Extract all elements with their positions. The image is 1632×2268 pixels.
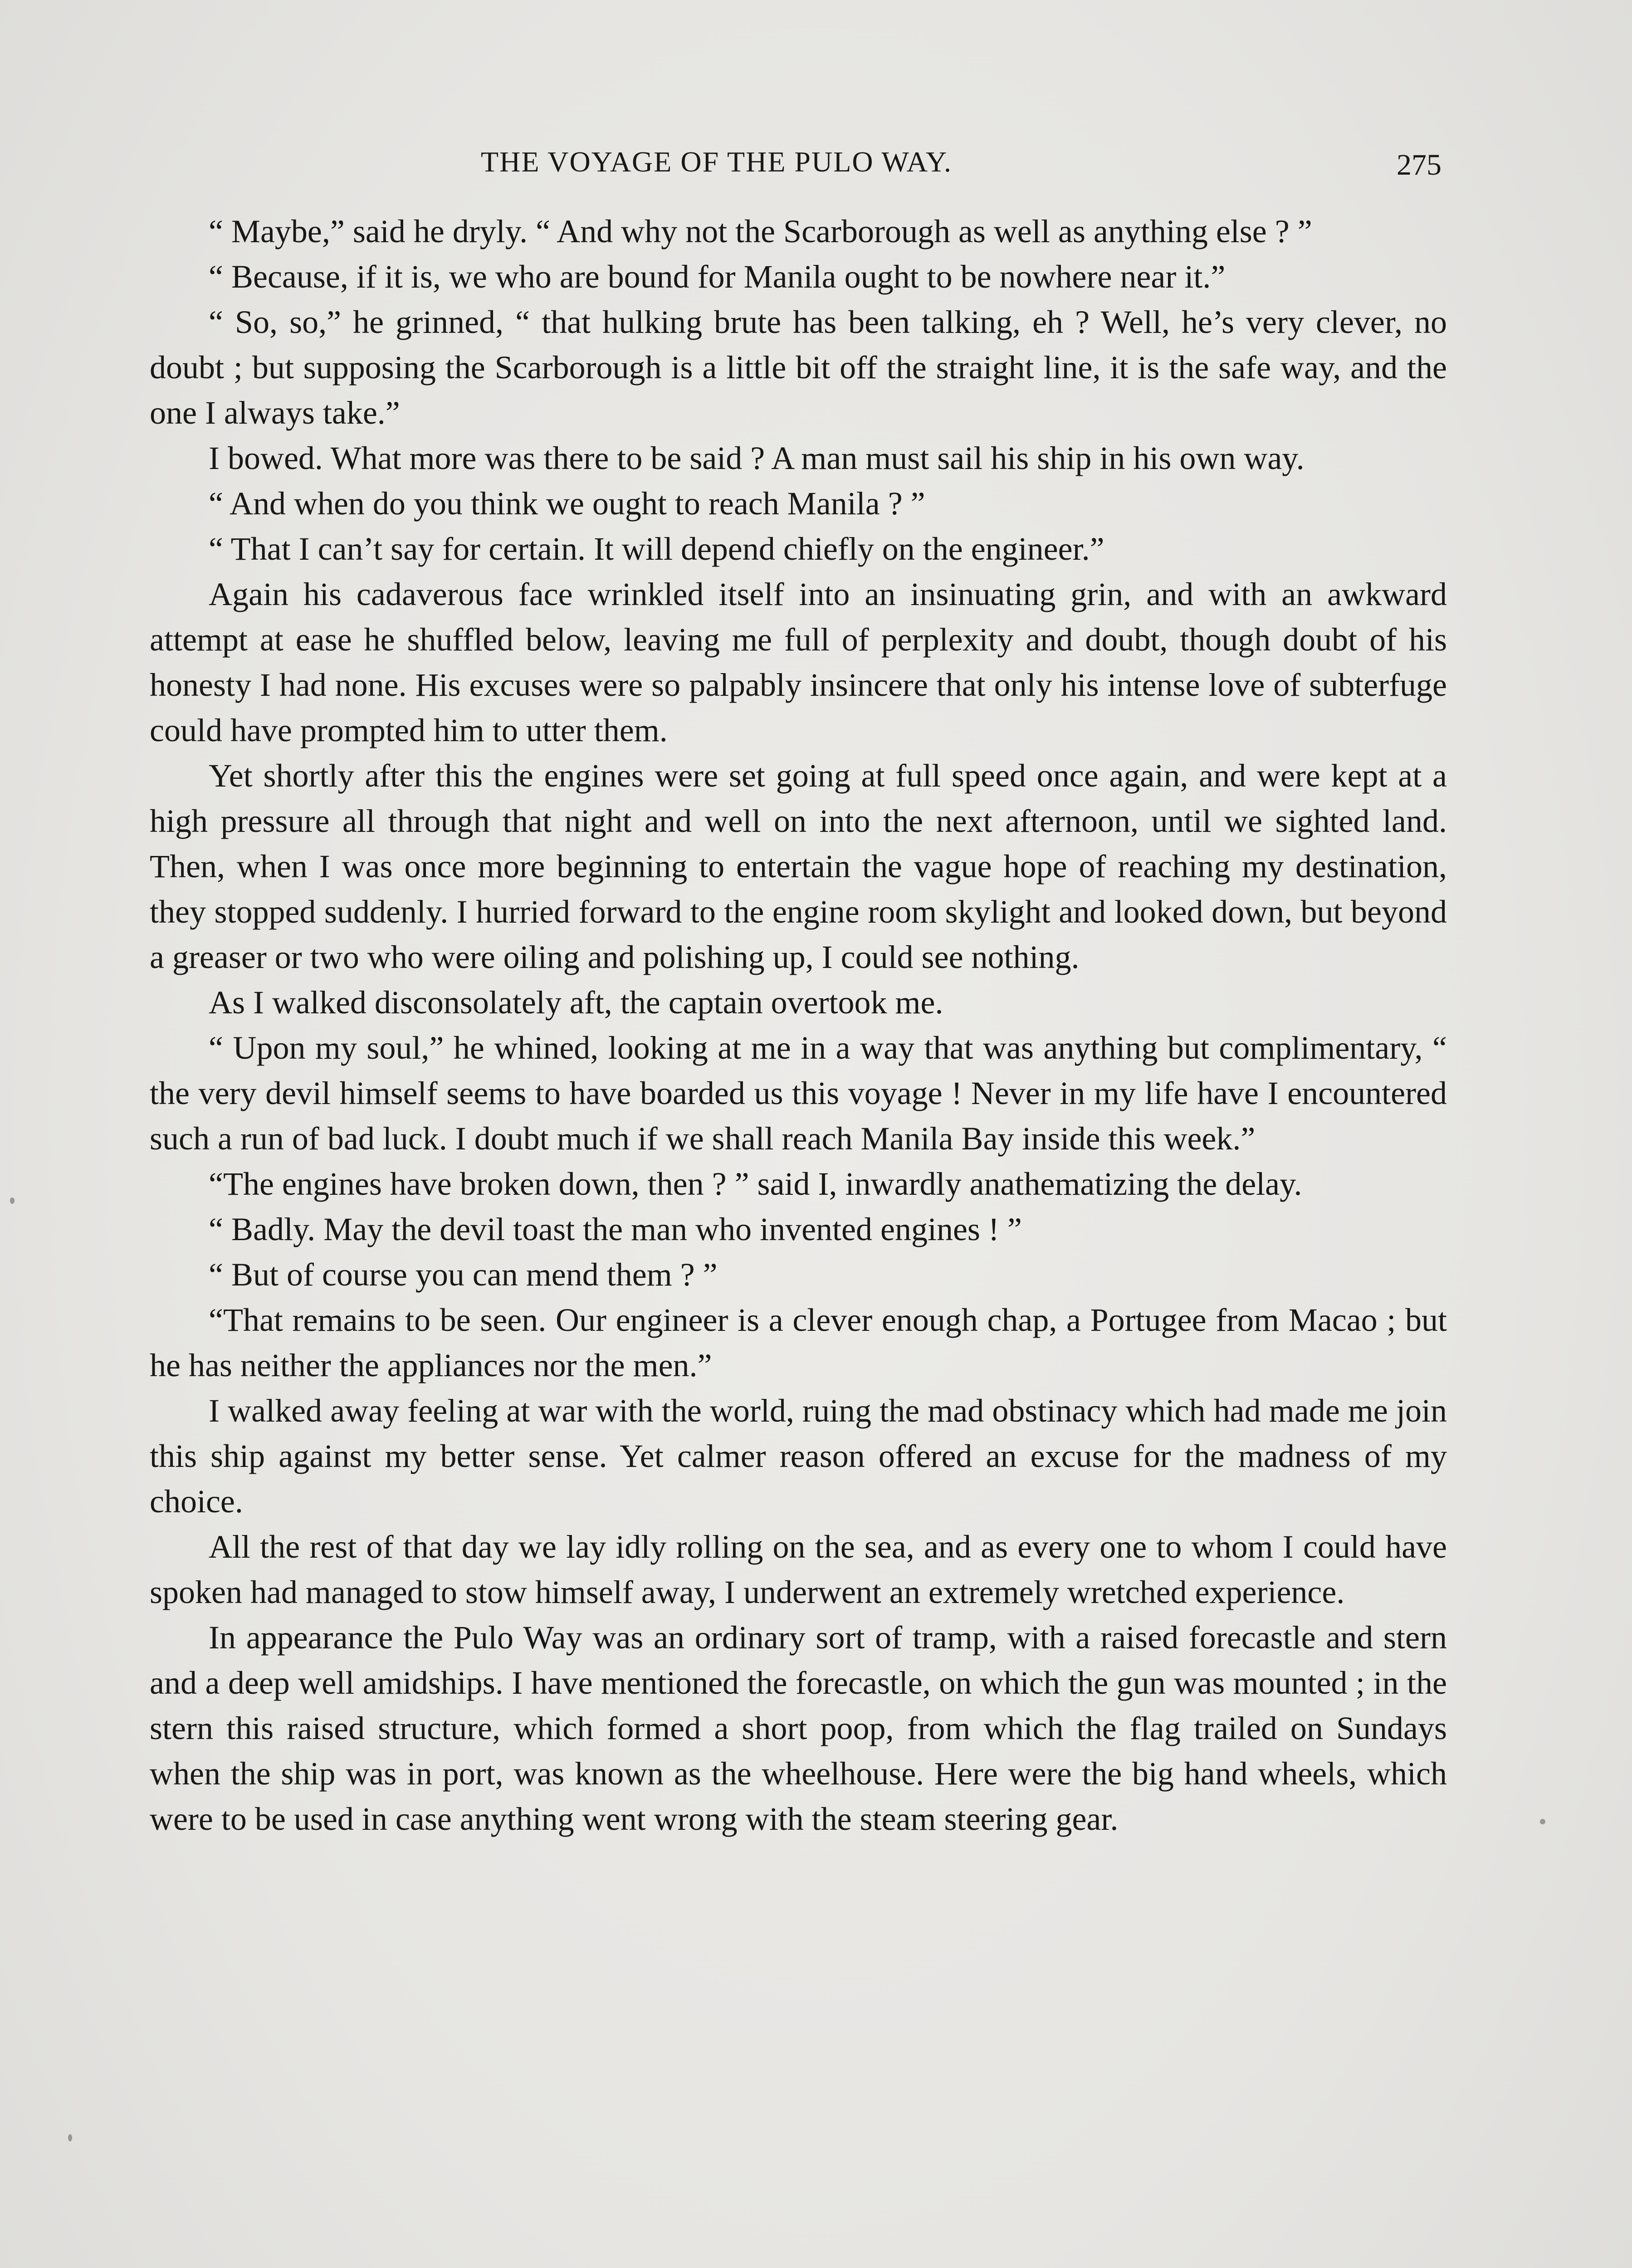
paragraph: “ But of course you can mend them ? ” (209, 1256, 718, 1293)
paper-speck (68, 2134, 72, 2141)
paragraph: “The engines have broken down, then ? ” said I, inwardly anathematizing the delay. (209, 1166, 1302, 1202)
paragraph: “ That I can’t say for certain. It will depend chiefly on the engineer.” (209, 531, 1104, 567)
page-number: 275 (1397, 148, 1441, 181)
page-header (0, 136, 1632, 191)
paragraph: In appearance the Pulo Way was an ordinary sort of tramp, with a raised forecastle and stern and a deep well amidships. I have mentioned the forecastle, on which the gun was mounted ; in the stern this raised structure, which formed a short poop, from which the flag trailed on Sundays when the ship was in port, was known as the wheelhouse. Here were the big hand wheels, which were to be used in case anything went wrong with the steam steering gear. (150, 1619, 1447, 1837)
paragraph: As I walked disconsolately aft, the captain overtook me. (209, 984, 943, 1021)
paragraph: I walked away feeling at war with the world, ruing the mad obstinacy which had made me join this ship against my better sense. Yet calmer reason offered an excuse for the madness of my choice. (150, 1393, 1447, 1520)
paragraph: All the rest of that day we lay idly rolling on the sea, and as every one to whom I could have spoken had managed to stow himself away, I underwent an extremely wretched experience. (150, 1529, 1447, 1610)
paper-speck (10, 1198, 15, 1204)
paragraph: Yet shortly after this the engines were set going at full speed once again, and were kept at a high pressure all through that night and well on into the next afternoon, until we sighted land. Then, when I was once more beginning to entertain the vague hope of reaching my destination, they stopped suddenly. I hurried forward to the engine room skylight and looked down, but beyond a greaser or two who were oiling and polishing up, I could see nothing. (150, 758, 1447, 975)
paragraph: “ Upon my soul,” he whined, looking at me in a way that was anything but complimentary, “ the very devil himself seems to have boarded us this voyage ! Never in my life have I encountered such a run of bad luck. I doubt much if we shall reach Manila Bay inside this week.” (150, 1030, 1447, 1157)
paragraph: “ Badly. May the devil toast the man who invented engines ! ” (209, 1211, 1022, 1247)
paragraph: “ And when do you think we ought to reach Manila ? ” (209, 485, 925, 522)
running-head: THE VOYAGE OF THE PULO WAY. (481, 146, 952, 178)
paragraph: “ So, so,” he grinned, “ that hulking brute has been talking, eh ? Well, he’s very clever, no doubt ; but supposing the Scarborough is a little bit off the straight line, it is the safe way, and the one I always take.” (150, 304, 1447, 431)
body-text (150, 209, 1447, 1842)
paragraph: “That remains to be seen. Our engineer is a clever enough chap, a Portugee from Macao ; but he has neither the appliances nor the men.” (150, 1302, 1447, 1383)
paragraph: “ Maybe,” said he dryly. “ And why not the Scarborough as well as anything else ? ” (209, 213, 1312, 249)
paper-speck (1540, 1819, 1545, 1824)
paragraph: Again his cadaverous face wrinkled itself into an insinuating grin, and with an awkward attempt at ease he shuffled below, leaving me full of perplexity and doubt, though doubt of his honesty I had none. His excuses were so palpably insincere that only his intense love of subterfuge could have prompted him to utter them. (150, 576, 1447, 748)
paragraph: I bowed. What more was there to be said ? A man must sail his ship in his own way. (209, 440, 1305, 476)
paragraph: “ Because, if it is, we who are bound for Manila ought to be nowhere near it.” (209, 259, 1226, 295)
